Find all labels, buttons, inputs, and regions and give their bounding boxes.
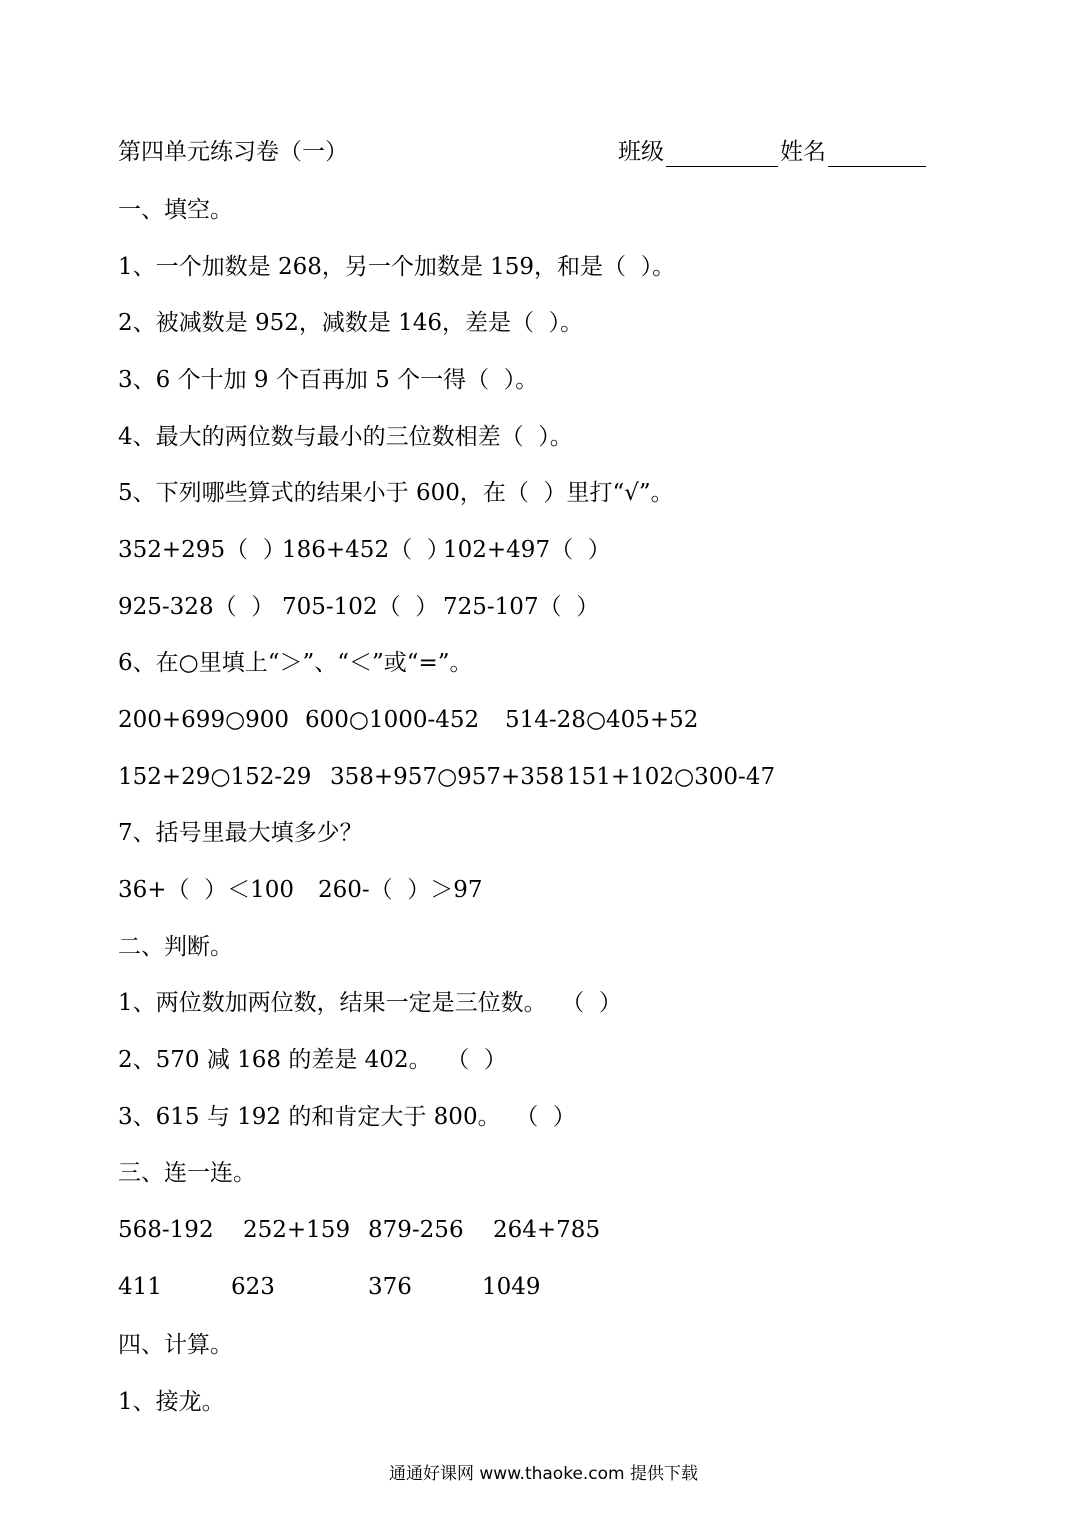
worksheet-title: 第四单元练习卷（一） [118, 139, 348, 165]
name-blank[interactable] [828, 140, 926, 167]
match-result: 376 [368, 1274, 412, 1300]
s1-question-7: 7、括号里最大填多少？ [118, 820, 363, 846]
match-result: 623 [231, 1274, 275, 1300]
q5-expression: 352+295（ ） [118, 537, 286, 563]
footer-credit: 通通好课网 www.thaoke.com 提供下载 [388, 1464, 699, 1484]
header-row [118, 137, 938, 171]
q5-expression: 186+452（ ） [282, 537, 450, 563]
q7-inequality: 260-（ ）＞97 [318, 877, 483, 903]
s1-question-5: 5、下列哪些算式的结果小于 600，在（ ）里打“√”。 [118, 480, 674, 506]
s2-question-2: 2、570 减 168 的差是 402。 （ ） [118, 1047, 507, 1073]
s1-question-4: 4、最大的两位数与最小的三位数相差（ ）。 [118, 424, 573, 450]
q5-expression: 705-102（ ） [282, 594, 439, 620]
q6-comparison: 514-28○405+52 [505, 707, 699, 733]
match-expression: 264+785 [493, 1217, 601, 1243]
match-result: 1049 [482, 1274, 541, 1300]
q6-comparison: 200+699○900 [118, 707, 290, 733]
q6-comparison: 152+29○152-29 [118, 764, 312, 790]
q7-inequality: 36+（ ）＜100 [118, 877, 295, 903]
q6-comparison: 600○1000-452 [305, 707, 480, 733]
section1-heading: 一、填空。 [118, 197, 233, 223]
q5-expression: 102+497（ ） [443, 537, 611, 563]
class-blank[interactable] [666, 140, 778, 167]
section4-heading: 四、计算。 [118, 1332, 233, 1358]
s1-question-6: 6、在○里填上“＞”、“＜”或“=”。 [118, 650, 473, 676]
name-label: 姓名 [780, 139, 826, 165]
match-expression: 879-256 [368, 1217, 464, 1243]
q5-expression: 725-107（ ） [443, 594, 600, 620]
s1-question-2: 2、被减数是 952，减数是 146，差是（ ）。 [118, 310, 584, 336]
class-label: 班级 [618, 139, 664, 165]
match-result: 411 [118, 1274, 162, 1300]
match-expression: 252+159 [243, 1217, 351, 1243]
student-info [618, 137, 928, 167]
s2-question-3: 3、615 与 192 的和肯定大于 800。 （ ） [118, 1104, 576, 1130]
q5-expression: 925-328（ ） [118, 594, 275, 620]
match-expression: 568-192 [118, 1217, 214, 1243]
q6-comparison: 151+102○300-47 [567, 764, 776, 790]
s4-question-1: 1、接龙。 [118, 1389, 225, 1415]
q6-comparison: 358+957○957+358 [330, 764, 565, 790]
section3-heading: 三、连一连。 [118, 1160, 256, 1186]
s1-question-3: 3、6 个十加 9 个百再加 5 个一得（ ）。 [118, 367, 539, 393]
s1-question-1: 1、一个加数是 268，另一个加数是 159，和是（ ）。 [118, 254, 676, 280]
section2-heading: 二、判断。 [118, 934, 233, 960]
s2-question-1: 1、两位数加两位数，结果一定是三位数。 （ ） [118, 990, 622, 1016]
